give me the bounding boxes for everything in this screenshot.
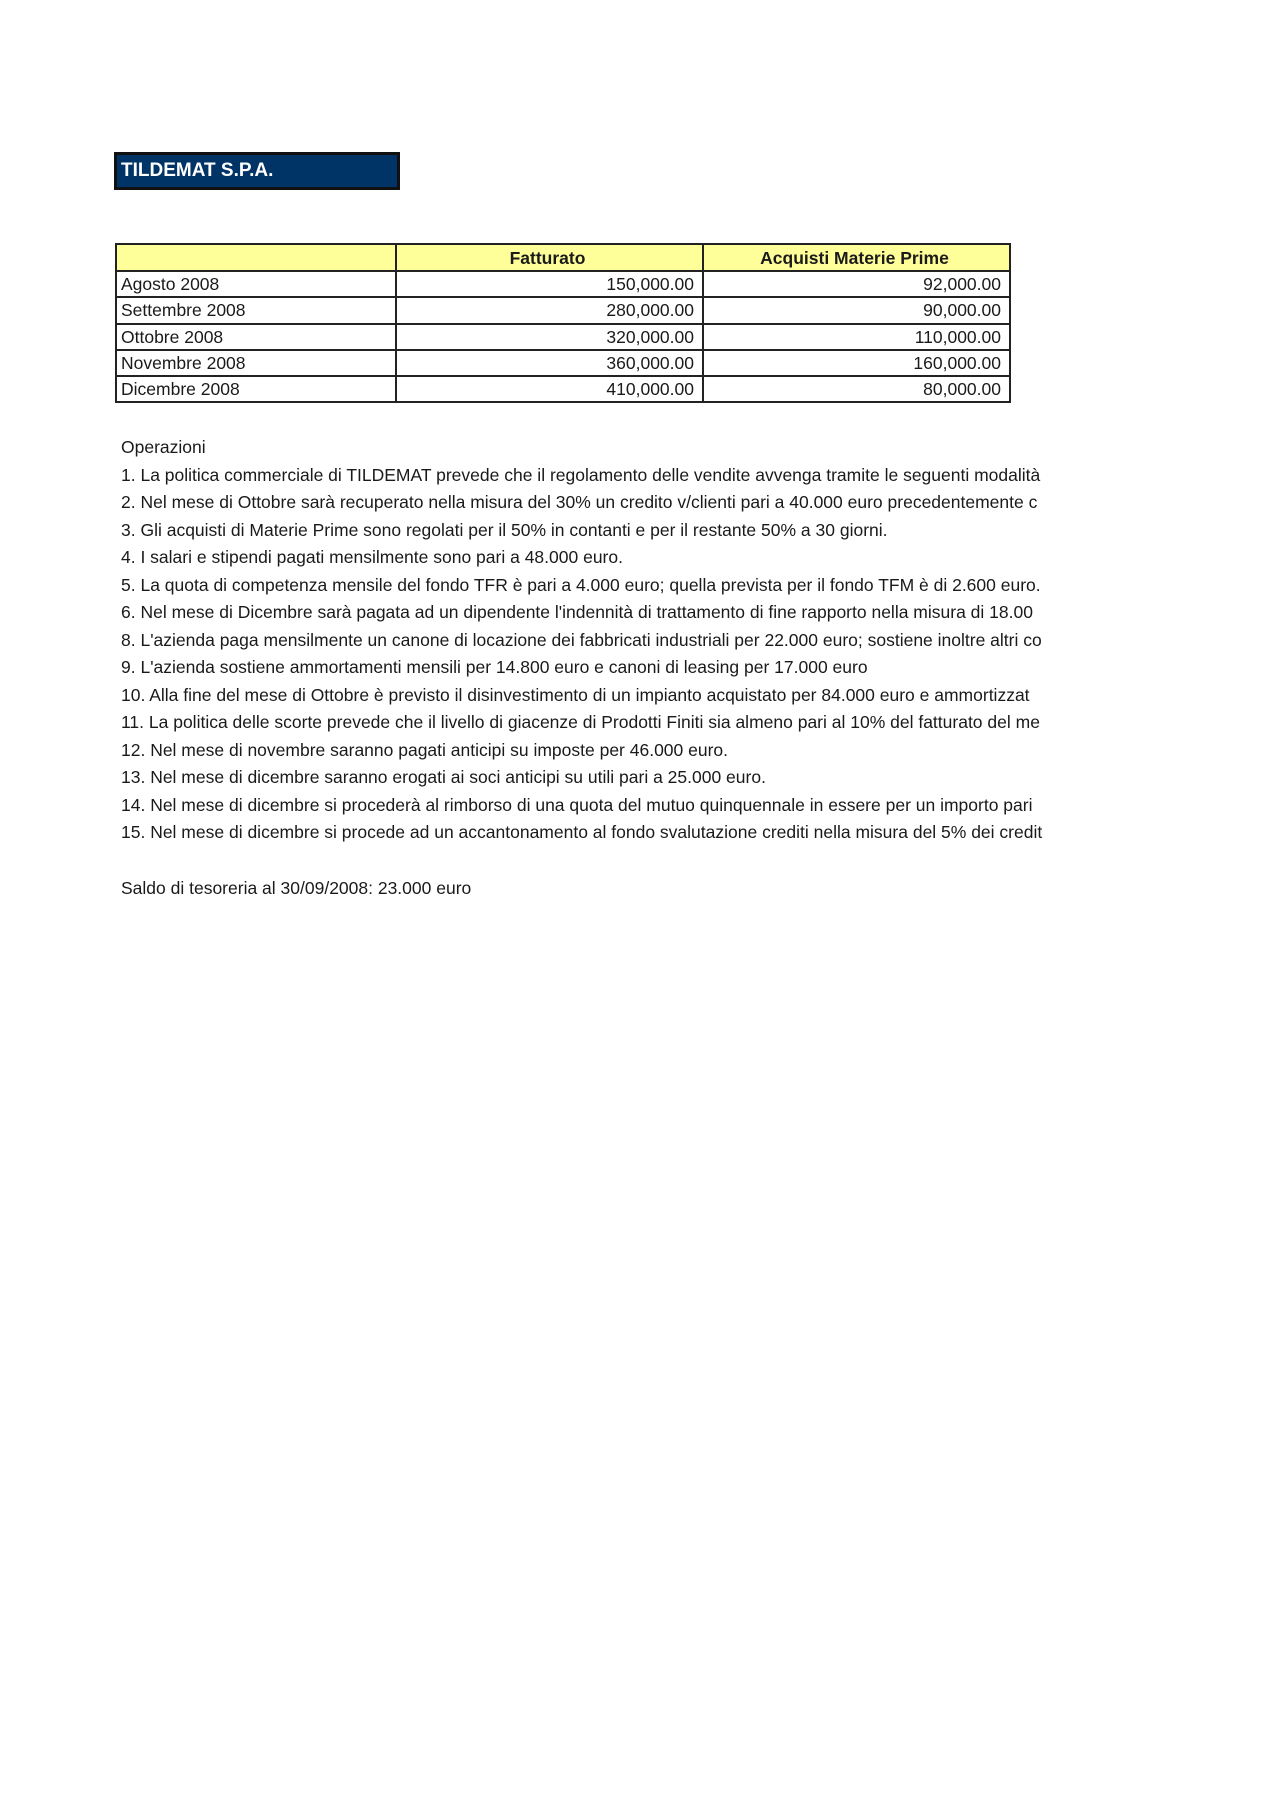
fatturato-cell: 320,000.00 — [396, 324, 703, 350]
treasury-balance: Saldo di tesoreria al 30/09/2008: 23.000 euro — [121, 878, 472, 898]
header-fatturato: Fatturato — [396, 244, 703, 271]
monthly-data-table — [115, 243, 1011, 403]
month-cell: Agosto 2008 — [116, 271, 396, 297]
month-cell: Ottobre 2008 — [116, 324, 396, 350]
month-cell: Dicembre 2008 — [116, 376, 396, 402]
operation-item: 3. Gli acquisti di Materie Prime sono regolati per il 50% in contanti e per il restante 50% a 30 giorni. — [121, 519, 888, 540]
operation-item: 2. Nel mese di Ottobre sarà recuperato nella misura del 30% un credito v/clienti pari a 40.000 euro precedentemente c — [121, 492, 1038, 512]
acquisti-cell: 110,000.00 — [703, 324, 1010, 350]
operation-item: 5. La quota di competenza mensile del fondo TFR è pari a 4.000 euro; quella prevista per il fondo TFM è di 2.600 euro. — [121, 574, 1041, 595]
operation-item: 4. I salari e stipendi pagati mensilmente sono pari a 48.000 euro. — [121, 547, 623, 567]
operation-item: 14. Nel mese di dicembre si procederà al rimborso di una quota del mutuo quinquennale in essere per un importo pari — [121, 794, 1033, 815]
operation-item: 6. Nel mese di Dicembre sarà pagata ad un dipendente l'indennità di trattamento di fine rapporto nella misura di 18.00 — [121, 602, 1033, 622]
fatturato-cell: 280,000.00 — [396, 297, 703, 323]
header-month — [116, 244, 396, 271]
operation-item: 10. Alla fine del mese di Ottobre è previsto il disinvestimento di un impianto acquistato per 84.000 euro e ammortizzat — [121, 684, 1030, 705]
header-acquisti: Acquisti Materie Prime — [703, 244, 1010, 271]
fatturato-cell: 360,000.00 — [396, 350, 703, 376]
operation-item: 8. L'azienda paga mensilmente un canone di locazione dei fabbricati industriali per 22.000 euro; sostiene inoltre altri co — [121, 629, 1042, 650]
table-header-row — [116, 244, 1010, 271]
acquisti-cell: 92,000.00 — [703, 271, 1010, 297]
company-title: TILDEMAT S.P.A. — [114, 152, 400, 190]
operation-item: 1. La politica commerciale di TILDEMAT prevede che il regolamento delle vendite avvenga tramite le seguenti modalità — [121, 464, 1041, 485]
fatturato-cell: 150,000.00 — [396, 271, 703, 297]
table-row — [116, 297, 1010, 323]
month-cell: Settembre 2008 — [116, 297, 396, 323]
table-row — [116, 376, 1010, 402]
table-row — [116, 324, 1010, 350]
fatturato-cell: 410,000.00 — [396, 376, 703, 402]
operations-heading: Operazioni — [121, 437, 206, 457]
table-row — [116, 271, 1010, 297]
operation-item: 11. La politica delle scorte prevede che il livello di giacenze di Prodotti Finiti sia almeno pari al 10% del fatturato del me — [121, 712, 1040, 732]
acquisti-cell: 80,000.00 — [703, 376, 1010, 402]
operation-item: 13. Nel mese di dicembre saranno erogati ai soci anticipi su utili pari a 25.000 euro. — [121, 767, 766, 787]
acquisti-cell: 160,000.00 — [703, 350, 1010, 376]
operations-section — [121, 434, 1167, 847]
operation-item: 15. Nel mese di dicembre si procede ad un accantonamento al fondo svalutazione crediti nella misura del 5% dei credit — [121, 822, 1043, 842]
acquisti-cell: 90,000.00 — [703, 297, 1010, 323]
month-cell: Novembre 2008 — [116, 350, 396, 376]
operation-item: 9. L'azienda sostiene ammortamenti mensili per 14.800 euro e canoni di leasing per 17.000 euro — [121, 657, 868, 677]
table-row — [116, 350, 1010, 376]
operation-item: 12. Nel mese di novembre saranno pagati anticipi su imposte per 46.000 euro. — [121, 739, 729, 760]
